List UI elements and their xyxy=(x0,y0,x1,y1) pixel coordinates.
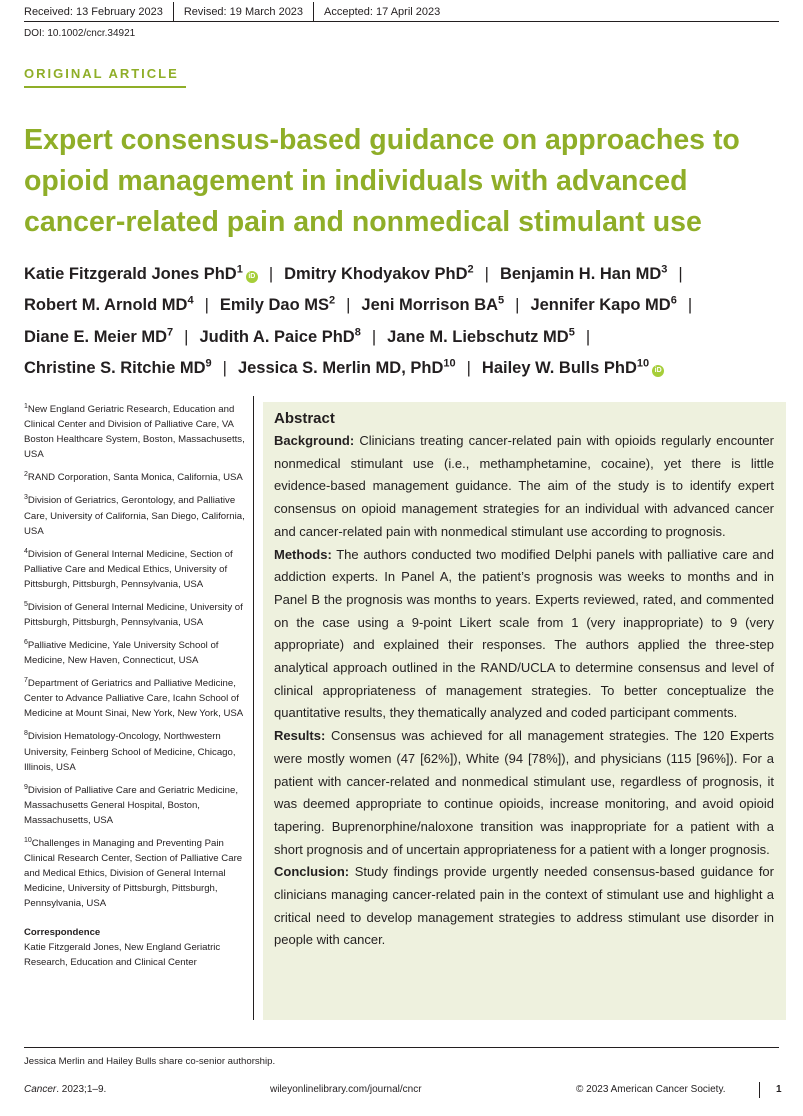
journal-url[interactable]: wileyonlinelibrary.com/journal/cncr xyxy=(270,1084,422,1095)
correspondence-text: Katie Fitzgerald Jones, New England Geriatric Research, Education and Clinical Center xyxy=(24,941,221,968)
affiliations xyxy=(24,399,246,970)
author[interactable]: Christine S. Ritchie $MD^9$ xyxy=(24,357,212,377)
journal-citation: Cancer. 2023;1–9. xyxy=(24,1084,107,1095)
orcid-icon[interactable]: iD xyxy=(246,271,258,283)
orcid-icon[interactable]: iD xyxy=(652,365,664,377)
author[interactable]: Hailey W. Bulls PhD$^{10}$ xyxy=(481,357,650,377)
affiliation: $^2$RAND Corporation, Santa Monica, California, USA xyxy=(24,471,243,484)
affiliation: $^6$Palliative Medicine, Yale University School of Medicine, New Haven, Connecticut, USA xyxy=(24,638,219,667)
accepted-date: Accepted: 17 April 2023 xyxy=(313,2,450,22)
affiliation: $^7$Department of Geriatrics and Palliative Medicine, Center to Advance Palliative Care, Icahn School of Medicine at Mount Sinai, New York, New York, USA xyxy=(24,677,244,720)
received-date: Received: 13 February 2023 xyxy=(24,5,163,18)
column-divider xyxy=(253,396,254,1020)
affiliation: $^9$Division of Palliative Care and Geriatric Medicine, Massachusetts General Hospital, Boston, Massachusetts, USA xyxy=(24,783,238,826)
author[interactable]: Diane E. Meier $MD^7$ xyxy=(24,326,174,346)
author-line-1: Katie Fitzgerald Jones PhD$^1$iD | Dmitry Khodyakov PhD$^2$ | Benjamin H. Han $MD^3$ | xyxy=(24,263,683,283)
author[interactable]: Judith A. Paice PhD$^8$ xyxy=(199,326,361,346)
footnote: Jessica Merlin and Hailey Bulls share co-senior authorship. xyxy=(24,1056,276,1067)
abstract-heading: Abstract xyxy=(274,410,335,427)
author-line-4: Christine S. Ritchie $MD^9$ | Jessica S. Merlin MD, PhD$^{10}$ | Hailey W. Bulls PhD$^{10}$iD xyxy=(24,351,784,383)
copyright: © 2023 American Cancer Society. xyxy=(576,1084,726,1095)
abstract-box xyxy=(263,402,786,1020)
section-label: ORIGINAL ARTICLE xyxy=(24,66,179,81)
article-dates xyxy=(24,2,779,22)
affiliation: $^5$Division of General Internal Medicine, University of Pittsburgh, Pittsburgh, Pennsylvania, USA xyxy=(24,600,243,628)
author[interactable]: Robert M. Arnold $MD^4$ xyxy=(24,294,194,314)
author[interactable]: Benjamin H. Han $MD^3$ xyxy=(499,263,668,283)
author-list xyxy=(24,256,784,382)
abstract-background: Background: Clinicians treating cancer-related pain with opioids regularly encounter nonmedical stimulant use (i.e., methamphetamine, cocaine), yet there is little evidence-based management guidance. The aim of the study is to identify expert consensus on opioid management strategies for an individual with advanced cancer and cancer-related pain with nonmedical stimulant use according to prognosis. xyxy=(274,433,774,539)
affiliation: $^{10}$Challenges in Managing and Preventing Pain Clinical Research Center, Section of Palliative Care and Medical Ethics, Division of General Internal Medicine, University of Pittsburgh, Pittsburgh, Pennsylvania, USA xyxy=(24,836,243,909)
affiliation: $^8$Division Hematology-Oncology, Northwestern University, Feinberg School of Medicine, Chicago, Illinois, USA xyxy=(24,730,236,773)
abstract-methods: Methods: The authors conducted two modified Delphi panels with palliative care and addiction experts. In Panel A, the patient’s prognosis was weeks to months and in Panel B the prognosis was months to years. Experts reviewed, rated, and commented on the case using a 9-point Likert scale from 1 (very inappropriate) to 9 (very appropriate) and explained their responses. The authors applied the three-step analytical approach outlined in the RAND/UCLA to determine consensus and level of clinical appropriateness of management strategies. To better conceptualize the quantitative results, they thematically analyzed and coded participant comments. xyxy=(274,546,774,721)
author[interactable]: Emily Dao $MS^2$ xyxy=(219,294,336,314)
author[interactable]: Katie Fitzgerald Jones PhD$^1$ xyxy=(24,263,243,283)
footnote-rule xyxy=(24,1047,779,1048)
page-separator xyxy=(759,1082,760,1098)
author-line-2: Robert M. Arnold $MD^4$ | Emily Dao $MS^2$ | Jeni Morrison $BA^5$ | Jennifer Kapo $MD^6$ | xyxy=(24,294,693,314)
author[interactable]: Jeni Morrison $BA^5$ xyxy=(361,294,505,314)
affiliation: $^3$Division of Geriatrics, Gerontology, and Palliative Care, University of California, San Diego, California, USA xyxy=(24,494,245,537)
correspondence-label: Correspondence xyxy=(24,926,101,938)
author-line-3: Diane E. Meier $MD^7$ | Judith A. Paice PhD$^8$ | Jane M. Liebschutz $MD^5$ | xyxy=(24,326,591,346)
section-rule xyxy=(24,86,186,88)
abstract-conclusion: Conclusion: Study findings provide urgently needed consensus-based guidance for clinicians managing cancer-related pain in the context of stimulant use and highlight a critical need to develop management strategies to address stimulant use disorder in people with cancer. xyxy=(274,864,774,948)
author[interactable]: Jennifer Kapo $MD^6$ xyxy=(530,294,677,314)
author[interactable]: Jane M. Liebschutz $MD^5$ xyxy=(387,326,575,346)
abstract-results: Results: Consensus was achieved for all management strategies. The 120 Experts were mostly women (47 [62%]), White (94 [78%]), and physicians (115 [96%]). For a patient with cancer-related and nonmedical stimulant use, regardless of prognosis, it was deemed appropriate to continue opioids, increase monitoring, and avoid opioid tapering. Buprenorphine/naloxone transition was inappropriate for a patient with a short prognosis and of uncertain appropriateness for a patient with a longer prognosis. xyxy=(274,728,774,857)
doi[interactable]: DOI: 10.1002/cncr.34921 xyxy=(24,28,136,39)
affiliation: $^1$New England Geriatric Research, Education and Clinical Center and Division of Palliative Care, VA Boston Healthcare System, Boston, Massachusetts, USA xyxy=(24,403,245,461)
author[interactable]: Dmitry Khodyakov PhD$^2$ xyxy=(284,263,474,283)
revised-date: Revised: 19 March 2023 xyxy=(173,2,313,22)
article-title: Expert consensus-based guidance on approaches to opioid management in individuals with advanced cancer-related pain and nonmedical stimulant use xyxy=(24,124,740,238)
author[interactable]: Jessica S. Merlin MD, PhD$^{10}$ xyxy=(237,357,456,377)
affiliation: $^4$Division of General Internal Medicine, Section of Palliative Care and Medical Ethics, University of Pittsburgh, Pittsburgh, Pennsylvania, USA xyxy=(24,547,233,590)
page-number: 1 xyxy=(776,1084,782,1095)
